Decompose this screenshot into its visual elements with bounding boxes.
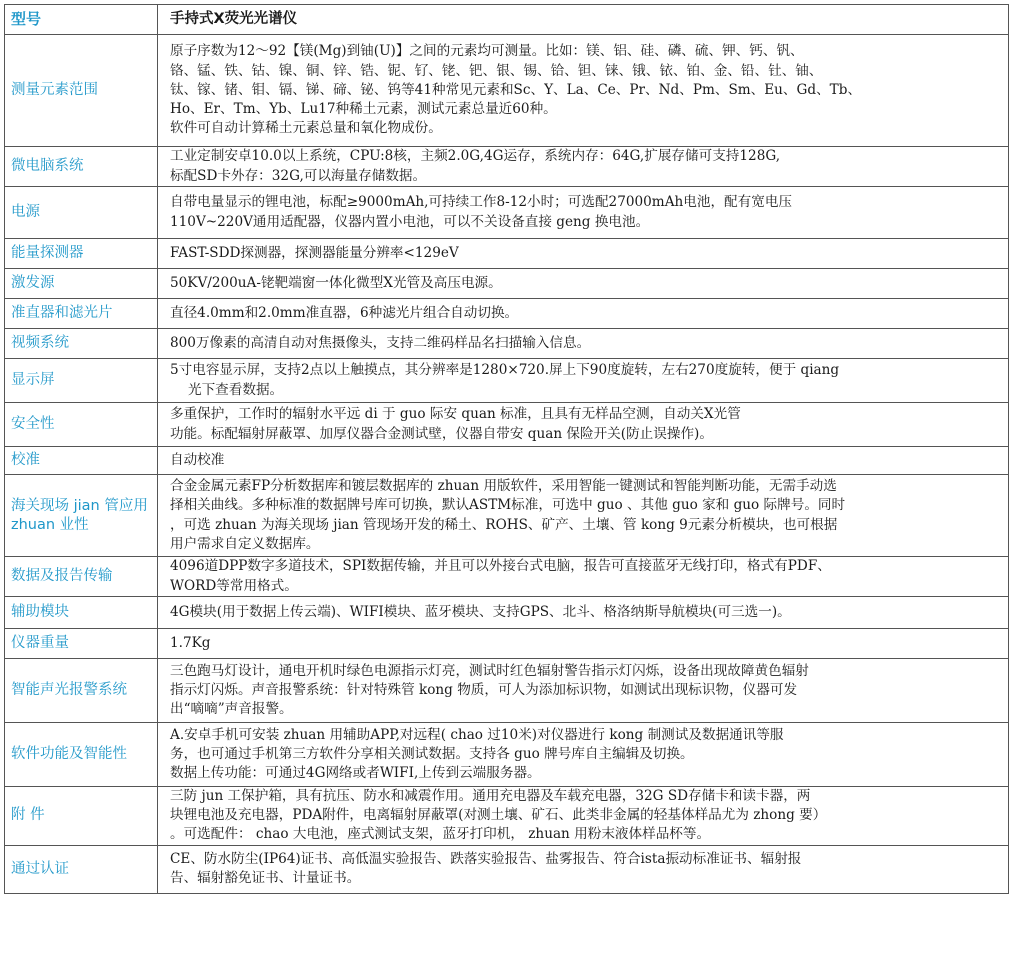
spec-value-line: 合金金属元素FP分析数据库和镀层数据库的 zhuan 用版软件，采用智能一键测试和智能判断功能，无需手动选 [170,478,837,495]
spec-label: 电源 [5,187,158,239]
spec-value-line: 铬、锰、铁、钴、镍、铜、锌、锆、铌、钌、铑、钯、银、锡、铪、钽、铼、锇、铱、铂、金、铅、钍、铀、 [170,62,823,79]
spec-value-line: 择相关曲线。多种标准的数据牌号库可切换，默认ASTM标准，可选中 guo 、其他 guo 家和 guo 际牌号。同时 [170,497,846,514]
spec-label: 显示屏 [5,359,158,403]
spec-row [5,269,1009,299]
spec-value [158,35,1009,147]
spec-row [5,597,1009,629]
spec-row [5,845,1009,893]
spec-value-line: 直径4.0mm和2.0mm准直器，6种滤光片组合自动切换。 [170,304,519,321]
spec-label: 数据及报告传输 [5,557,158,597]
spec-value [158,475,1009,557]
spec-table [4,4,1009,894]
spec-value-line: 自动校准 [170,451,225,468]
spec-label: 视频系统 [5,329,158,359]
spec-label: 海关现场 jian 管应用 zhuan 业性 [5,475,158,557]
spec-value-line: 自带电量显示的锂电池，标配≥9000mAh,可持续工作8-12小时；可选配27000mAh电池，配有宽电压 [170,194,793,211]
spec-value-line: 务，也可通过手机第三方软件分享相关测试数据。支持各 guo 牌号库自主编辑及切换。 [170,745,694,762]
spec-label: 微电脑系统 [5,147,158,187]
spec-value [158,723,1009,787]
spec-row [5,475,1009,557]
spec-value-line: 钛、镓、锗、钼、镉、锑、碲、铋、钨等41种常见元素和Sc、Y、La、Ce、Pr、Nd、Pm、Sm、Eu、Gd、Tb、 [170,81,862,98]
spec-value [158,329,1009,359]
spec-row [5,723,1009,787]
spec-row [5,659,1009,723]
spec-value [158,447,1009,475]
spec-value-line: 。可选配件： chao 大电池，座式测试支架，蓝牙打印机， zhuan 用粉末液体样品杯等。 [170,826,711,843]
spec-value [158,403,1009,447]
spec-value-line: 50KV/200uA-铑靶端窗一体化微型X光管及高压电源。 [170,274,502,291]
spec-label: 通过认证 [5,845,158,893]
spec-label: 附 件 [5,787,158,846]
spec-row [5,35,1009,147]
spec-value [158,597,1009,629]
spec-label: 仪器重量 [5,629,158,659]
spec-value-line: 出“嘀嘀”声音报警。 [170,701,293,718]
spec-value [158,187,1009,239]
spec-value [158,239,1009,269]
spec-row [5,787,1009,846]
spec-value-line: 数据上传功能：可通过4G网络或者WIFI,上传到云端服务器。 [170,765,541,782]
spec-label: 软件功能及智能性 [5,723,158,787]
spec-row [5,187,1009,239]
spec-value-line: WORD等常用格式。 [170,577,298,594]
header-value: 手持式X荧光光谱仪 [158,5,1009,35]
spec-value [158,359,1009,403]
spec-value-line: 110V~220V通用适配器，仪器内置小电池，可以不关设备直接 geng 换电池。 [170,213,650,230]
spec-value-line: 标配SD卡外存：32G,可以海量存储数据。 [170,167,427,184]
spec-value-line: Ho、Er、Tm、Yb、Lu17种稀土元素，测试元素总量近60种。 [170,101,557,118]
spec-label: 能量探测器 [5,239,158,269]
header-label: 型号 [5,5,158,35]
spec-value-line: 工业定制安卓10.0以上系统，CPU:8核，主频2.0G,4G运存，系统内存：64G,扩展存储可支持128G, [170,148,781,165]
spec-value-line: 光下查看数据。 [188,381,284,398]
spec-label: 激发源 [5,269,158,299]
spec-value-line: 块锂电池及充电器，PDA附件，电离辐射屏蔽罩(对测土壤、矿石、此类非金属的轻基体样品尤为 zhong 要） [170,807,827,824]
spec-value [158,299,1009,329]
spec-value [158,557,1009,597]
spec-value-line: 功能。标配辐射屏蔽罩、加厚仪器合金测试壁，仪器自带安 quan 保险开关(防止误操作)。 [170,425,713,442]
spec-row [5,147,1009,187]
spec-value-line: 告、辐射豁免证书、计量证书。 [170,870,361,887]
spec-label: 准直器和滤光片 [5,299,158,329]
spec-value-line: 原子序数为12～92【镁(Mg)到铀(U)】之间的元素均可测量。比如：镁、铝、硅、磷、硫、钾、钙、钒、 [170,43,804,60]
spec-value-line: FAST-SDD探测器，探测器能量分辨率<129eV [170,244,459,261]
spec-label: 安全性 [5,403,158,447]
spec-row [5,299,1009,329]
spec-row [5,359,1009,403]
spec-value [158,659,1009,723]
spec-value [158,147,1009,187]
spec-label: 测量元素范围 [5,35,158,147]
spec-row [5,447,1009,475]
spec-label: 校准 [5,447,158,475]
spec-value [158,787,1009,846]
header-row [5,5,1009,35]
spec-row [5,329,1009,359]
spec-value-line: ，可选 zhuan 为海关现场 jian 管现场开发的稀土、ROHS、矿产、土壤、管 kong 9元素分析模块，也可根据 [170,516,838,533]
spec-value-line: 1.7Kg [170,634,211,651]
spec-value-line: 用户需求自定义数据库。 [170,535,320,552]
spec-value [158,629,1009,659]
spec-value-line: 指示灯闪烁。声音报警系统：针对特殊管 kong 物质，可人为添加标识物，如测试出现标识物，仪器可发 [170,681,798,698]
spec-value-line: A.安卓手机可安装 zhuan 用辅助APP,对远程( chao 过10米)对仪器进行 kong 制测试及数据通讯等服 [170,726,784,743]
spec-value-line: 三色跑马灯设计，通电开机时绿色电源指示灯亮，测试时红色辐射警告指示灯闪烁，设备出现故障黄色辐射 [170,662,809,679]
spec-label: 辅助模块 [5,597,158,629]
spec-value-line: 4096道DPP数字多道技术，SPI数据传输，并且可以外接台式电脑，报告可直接蓝牙无线打印，格式有PDF、 [170,558,831,575]
spec-value-line: 5寸电容显示屏，支持2点以上触摸点，其分辨率是1280×720.屏上下90度旋转，左右270度旋转，便于 qiang [170,362,840,379]
spec-row [5,629,1009,659]
spec-value [158,845,1009,893]
spec-label: 智能声光报警系统 [5,659,158,723]
spec-row [5,403,1009,447]
spec-row [5,239,1009,269]
spec-value-line: 4G模块(用于数据上传云端)、WIFI模块、蓝牙模块、支持GPS、北斗、格洛纳斯导航模块(可三选一)。 [170,603,791,620]
spec-row [5,557,1009,597]
spec-value-line: 软件可自动计算稀土元素总量和氧化物成份。 [170,120,442,137]
spec-value-line: 800万像素的高清自动对焦摄像头，支持二维码样品名扫描输入信息。 [170,334,591,351]
spec-value [158,269,1009,299]
spec-value-line: CE、防水防尘(IP64)证书、高低温实验报告、跌落实验报告、盐雾报告、符合ista振动标准证书、辐射报 [170,850,802,867]
spec-value-line: 多重保护，工作时的辐射水平远 di 于 guo 际安 quan 标准，且具有无样品空测，自动关X光管 [170,406,741,423]
spec-value-line: 三防 jun 工保护箱，具有抗压、防水和减震作用。通用充电器及车载充电器，32G SD存储卡和读卡器，两 [170,788,811,804]
